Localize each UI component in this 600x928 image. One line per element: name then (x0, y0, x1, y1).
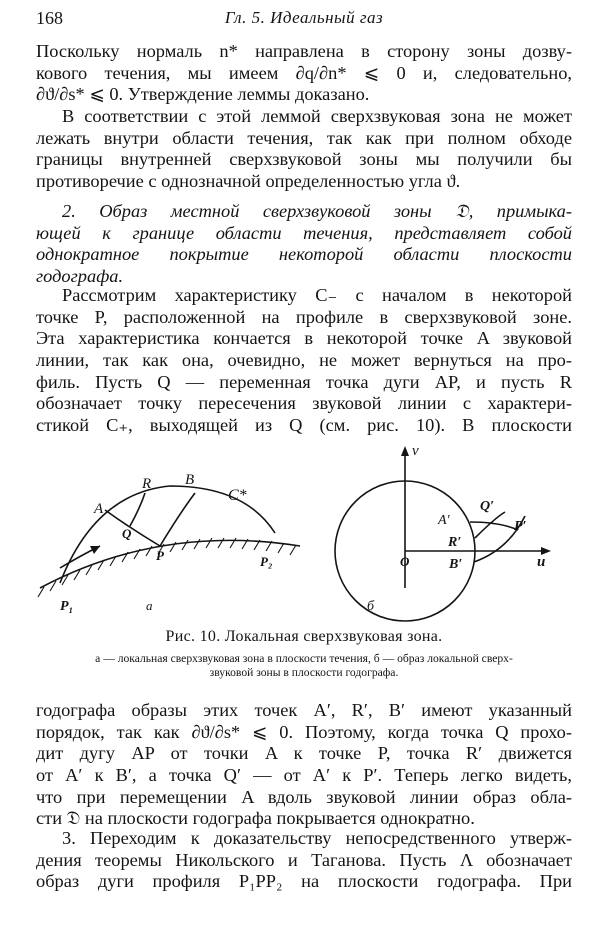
text-line: обозначает точку пересечения звуковой линии с характери- (36, 393, 572, 414)
text-line: В соответствии с этой леммой сверхзвуковая зона не может (62, 106, 572, 126)
label-Q-prime: Q′ (480, 499, 495, 514)
text-line: годографа образы этих точек A′, R′, B′ имеют указанный (36, 700, 572, 720)
characteristic-c-minus (105, 510, 160, 546)
label-u: u (537, 554, 546, 570)
text-line: Поскольку нормаль n* направлена в сторону зоны дозву- (36, 41, 572, 61)
theorem-statement (36, 201, 572, 288)
text-line: сти 𝔇 на плоскости годографа покрывается однократно. (36, 808, 475, 829)
panel-label-a: а (146, 598, 153, 613)
label-A-prime: A′ (438, 513, 450, 528)
text-line: противоречие с однозначной определенностью угла ϑ. (36, 171, 461, 192)
text-line: дит дугу AP от точки A к точке P, точка R′ движется (36, 743, 572, 764)
figure-caption-text (36, 652, 572, 679)
paragraph-characteristic (36, 285, 572, 437)
label-P1: P₁ (60, 599, 74, 614)
text-line: образ дуги профиля P₁PP₂ на плоскости годографа. При (36, 871, 572, 892)
label-Cstar: C* (228, 487, 247, 504)
paragraph-consequence (36, 106, 572, 193)
label-A: A (94, 501, 104, 517)
text-line: 2. Образ местной сверхзвуковой зоны 𝔇, примыка- (62, 201, 572, 221)
paragraph-lemma-end (36, 41, 572, 106)
text-line: филь. Пусть Q — переменная точка дуги AP, и пусть R (36, 371, 572, 392)
characteristic-qr (130, 493, 145, 526)
label-P-prime: P′ (514, 519, 527, 534)
running-head: Гл. 5. Идеальный газ (224, 8, 384, 27)
text-line: стикой C₊, выходящей из Q (см. рис. 10). В плоскости (36, 415, 572, 436)
axis-v-arrow (401, 446, 409, 456)
caption-line: звуковой зоны в плоскости годографа. (209, 665, 399, 679)
label-Q: Q (122, 526, 132, 541)
text-line: порядок, так как ∂ϑ/∂s* ⩽ 0. Поэтому, когда точка Q прохо- (36, 721, 572, 742)
characteristic-c-plus (160, 493, 195, 546)
paragraph-hodograph-order (36, 700, 572, 830)
label-R: R (142, 476, 152, 492)
text-line: 3. Переходим к доказательству непосредственного утверж- (62, 828, 572, 848)
label-P: P (156, 548, 164, 563)
text-line: дения теоремы Никольского и Таганова. Пусть Λ обозначает (36, 849, 572, 870)
panel-label-b: б (367, 599, 375, 614)
caption-line: а — локальная сверхзвуковая зона в плоскости течения, б — образ локальной сверх- (95, 652, 513, 665)
text-line: кового течения, мы имеем ∂q/∂n* ⩽ 0 и, следовательно, (36, 62, 572, 83)
text-line: ющей к границе области течения, представляет собой (36, 222, 572, 243)
hodograph-arc-ap (470, 522, 518, 530)
text-line: Эта характеристика кончается в некоторой точке A звуковой (36, 328, 572, 349)
text-line: лежать внутри области течения, так как при полном обходе (36, 127, 572, 148)
paragraph-theorem-proof (36, 828, 572, 893)
label-B-prime: B′ (449, 557, 463, 572)
text-line: ∂ϑ/∂s* ⩽ 0. Утверждение леммы доказано. (36, 84, 370, 105)
label-B: B (185, 472, 195, 488)
text-line: от A′ к B′, а точка Q′ — от A′ к P′. Теперь легко видеть, (36, 765, 572, 786)
text-line: годографа. (36, 266, 124, 287)
figure-svg (30, 438, 570, 638)
label-P2: P₂ (260, 554, 273, 569)
text-line: границы внутренней сверхзвуковой зоны мы получили бы (36, 149, 572, 170)
text-line: что при перемещении A вдоль звуковой линии образ обла- (36, 786, 572, 807)
figure-10 (30, 438, 570, 638)
profile-hatching (38, 538, 296, 597)
text-line: точке P, расположенной на профиле в сверхзвуковой зоне. (36, 306, 572, 327)
label-R-prime: R′ (448, 535, 462, 550)
label-v: v (412, 443, 419, 459)
text-line: Рассмотрим характеристику C₋ с началом в некоторой (62, 285, 572, 305)
page-number: 168 (36, 8, 63, 28)
figure-caption-title: Рис. 10. Локальная сверхзвуковая зона. (165, 628, 443, 645)
label-O: O (400, 554, 410, 569)
page-header (36, 8, 572, 32)
text-line: однократное покрытие некоторой области плоскости (36, 244, 572, 265)
text-line: линии, так как она, очевидно, не может вернуться на про- (36, 350, 572, 371)
